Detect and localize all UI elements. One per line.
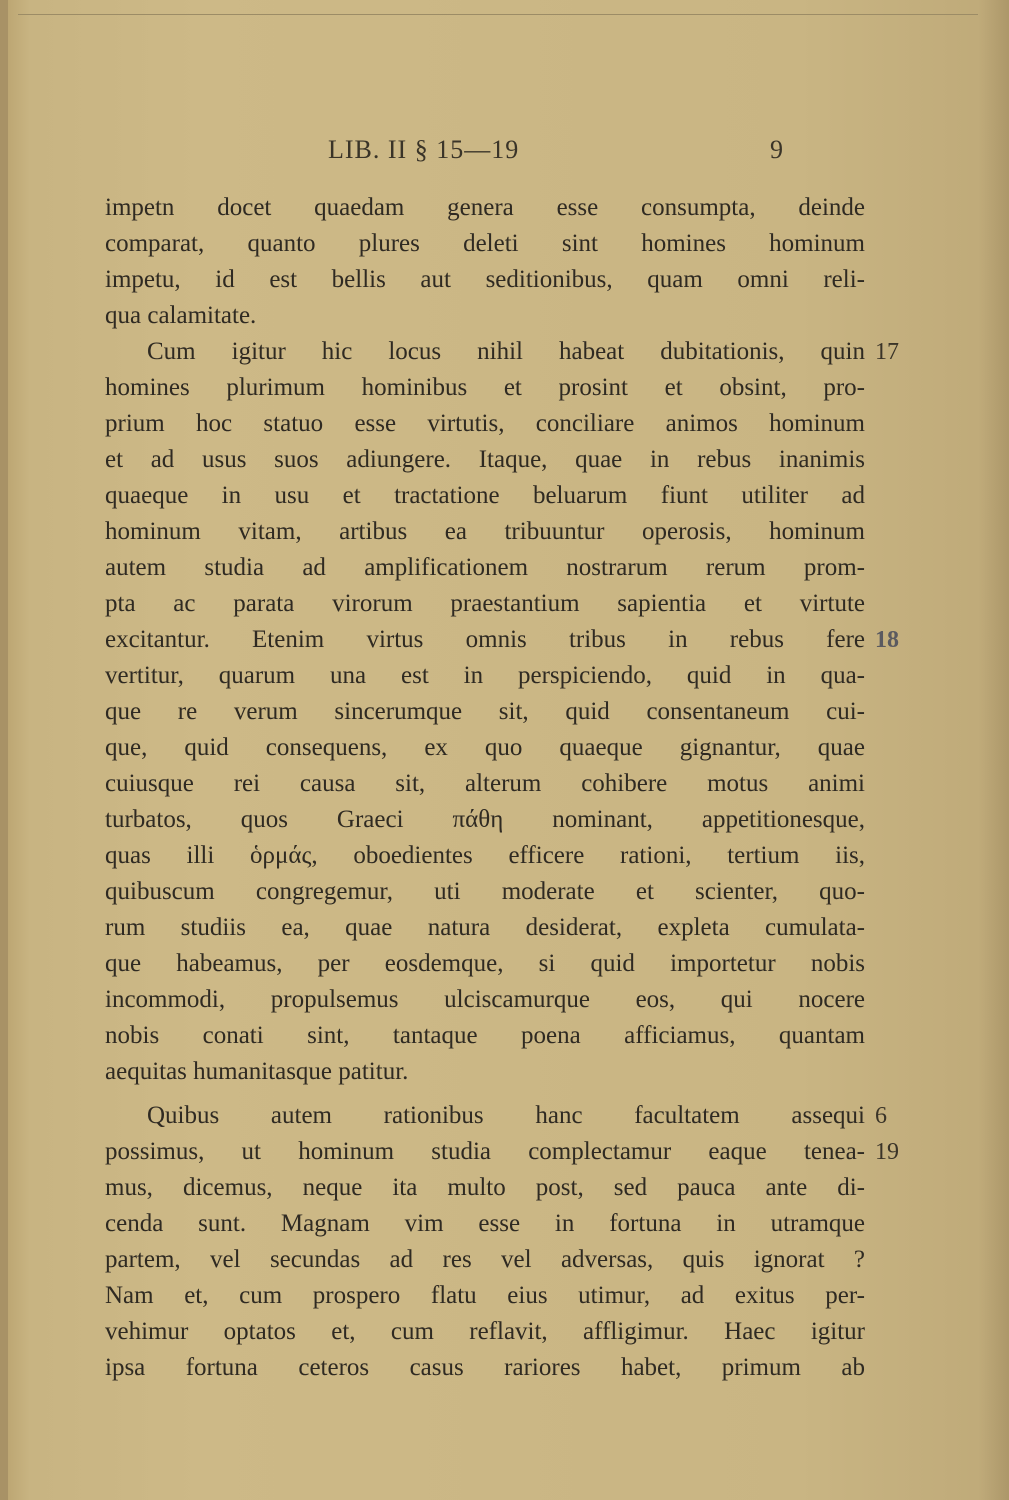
text-line: vertitur, quarum una est in perspiciendo, quid in qua- (105, 662, 865, 689)
text-line: impetu, id est bellis aut seditionibus, quam omni reli- (105, 266, 865, 293)
text-line: comparat, quanto plures deleti sint homines hominum (105, 230, 865, 257)
text-line: autem studia ad amplificationem nostrarum rerum prom- (105, 554, 865, 581)
text-line: et ad usus suos adiungere. Itaque, quae in rebus inanimis (105, 446, 865, 473)
chapter-number-6: 6 (875, 1103, 887, 1129)
text-line: impetn docet quaedam genera esse consumpta, deinde (105, 194, 865, 221)
text-line: possimus, ut hominum studia complectamur eaque tenea- (105, 1138, 865, 1165)
page-right-edge (979, 0, 1009, 1500)
text-line: pta ac parata virorum praestantium sapientia et virtute (105, 590, 865, 617)
text-line: hominum vitam, artibus ea tribuuntur operosis, hominum (105, 518, 865, 545)
top-rule (18, 14, 978, 15)
page-header (0, 135, 1009, 175)
text-line: nobis conati sint, tantaque poena afficiamus, quantam (105, 1022, 865, 1049)
text-line: Quibus autem rationibus hanc facultatem assequi (147, 1102, 865, 1129)
text-line: quas illi ὁρμάς, oboedientes efficere rationi, tertium iis, (105, 842, 865, 869)
text-line: cuiusque rei causa sit, alterum cohibere motus animi (105, 770, 865, 797)
text-line: qua calamitate. (105, 302, 257, 329)
text-line: Nam et, cum prospero flatu eius utimur, ad exitus per- (105, 1282, 865, 1309)
section-number-19: 19 (875, 1139, 899, 1165)
running-head: LIB. II § 15—19 (328, 135, 520, 164)
text-line: excitantur. Etenim virtus omnis tribus in rebus fere (105, 626, 865, 653)
text-line: que re verum sincerumque sit, quid consentaneum cui- (105, 698, 865, 725)
text-line: prium hoc statuo esse virtutis, conciliare animos hominum (105, 410, 865, 437)
text-line: Cum igitur hic locus nihil habeat dubitationis, quin (147, 338, 865, 365)
text-line: vehimur optatos et, cum reflavit, affligimur. Haec igitur (105, 1318, 865, 1345)
body-text (105, 190, 899, 1386)
page-number: 9 (770, 135, 783, 164)
text-line: quaeque in usu et tractatione beluarum fiunt utiliter ad (105, 482, 865, 509)
text-line: que habeamus, per eosdemque, si quid importetur nobis (105, 950, 865, 977)
text-line: cenda sunt. Magnam vim esse in fortuna in utramque (105, 1210, 865, 1237)
paragraph-gap (105, 1090, 865, 1098)
section-number-17: 17 (875, 339, 899, 365)
text-line: rum studiis ea, quae natura desiderat, expleta cumulata- (105, 914, 865, 941)
text-line: turbatos, quos Graeci πάθη nominant, appetitionesque, (105, 806, 865, 833)
text-line: homines plurimum hominibus et prosint et obsint, pro- (105, 374, 865, 401)
text-line: ipsa fortuna ceteros casus rariores habet, primum ab (105, 1354, 865, 1381)
text-line: mus, dicemus, neque ita multo post, sed pauca ante di- (105, 1174, 865, 1201)
text-line: aequitas humanitasque patitur. (105, 1058, 409, 1085)
text-line: incommodi, propulsemus ulciscamurque eos, qui nocere (105, 986, 865, 1013)
text-line: partem, vel secundas ad res vel adversas, quis ignorat ? (105, 1246, 865, 1273)
section-number-18: 18 (875, 627, 899, 653)
page-left-edge (0, 0, 8, 1500)
text-line: que, quid consequens, ex quo quaeque gignantur, quae (105, 734, 865, 761)
text-line: quibuscum congregemur, uti moderate et scienter, quo- (105, 878, 865, 905)
